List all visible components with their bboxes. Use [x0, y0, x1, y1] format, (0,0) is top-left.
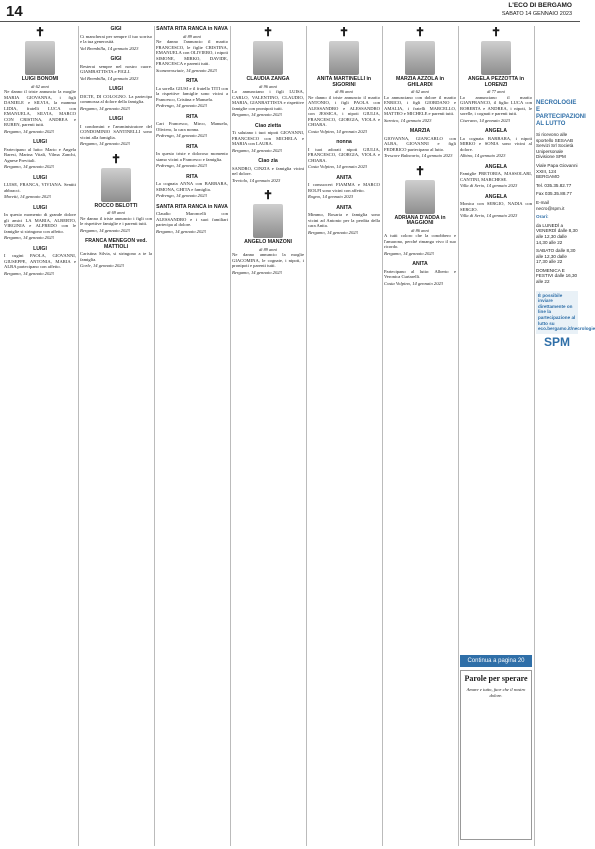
notice-place-date: Val Brembilla, 14 gennaio 2023 — [80, 45, 139, 51]
cross-icon: ✝ — [414, 163, 426, 178]
notice-text: SANDRO, CINZIA e famiglia vicini nel dolore. — [232, 165, 304, 176]
cross-icon: ✝ — [262, 25, 274, 39]
obituary-column-7 — [460, 26, 532, 666]
obituary-notice — [232, 26, 304, 118]
deceased-age: di 89 anni — [183, 33, 201, 39]
obituary-notice — [80, 87, 152, 111]
deceased-age: di 69 anni — [107, 210, 125, 215]
obituary-notice — [460, 165, 532, 189]
obituary-notice — [156, 175, 228, 199]
notice-text: Ne danno il triste annuncio la moglie MARIA GIOVANNA, i figli DANIELE e SILVIA, la mamma LIDIA, fratelli LUCA con EMANUELA, SILVIA, MARCO CON CRISTINA, ANDREA e RUBEN, parenti tutti. — [4, 89, 76, 127]
obituary-notice — [308, 140, 380, 170]
notice-text: I condomini e l'amministratore del CONDOMINIO SANTINELLI sono vicini alla famiglia. — [80, 123, 152, 140]
notice-place-date: Moretti, 14 gennaio 2023 — [4, 194, 51, 199]
obituary-notice — [156, 205, 228, 235]
deceased-name: ANGELA — [485, 193, 507, 200]
obituary-notice — [460, 129, 532, 159]
notice-text: I cugini PAOLA, GIOVANNI, GIUSEPPE, ANTONIA, MARIA e ALBA partecipano con affetto. — [4, 253, 76, 269]
words-text: Amare e tutto, fuor che il nostro dolore. — [466, 687, 526, 698]
cross-icon: ✝ — [262, 188, 274, 202]
notice-text: GIOVANNA, GIANCARLO con ALBA, GIOVANNI e figli FEDERICO partecipano al lutto. — [384, 135, 456, 152]
deceased-name: LUIGI — [33, 139, 47, 145]
notice-place-date: Pedrengo, 14 gennaio 2023 — [156, 193, 207, 198]
sidebar-hours-saturday: SABATO dalle 8,30 alle 12,30 dalle 17,30 alle 22 — [536, 248, 576, 265]
obituary-notice — [80, 27, 152, 51]
obituary-notice — [460, 26, 532, 123]
cross-icon: ✝ — [34, 25, 46, 39]
sidebar-address: Viale Papa Giovanni XXIII, 124 BERGAMO — [536, 162, 578, 180]
notice-text: I tuoi adorati nipoti GIULIA, FRANCESCO, GIORGIA, VIOLA e CHIARA. — [308, 146, 380, 163]
notice-place-date: Bergamo, 14 gennaio 2023 — [232, 269, 282, 275]
masthead — [502, 2, 572, 18]
notice-place-date: Bergamo, 14 gennaio 2023 — [232, 147, 282, 153]
portrait-photo — [481, 41, 511, 75]
notice-text: Ti salutano i tuoi nipoti GIOVANNI, FRANCESCO con MICHELA e MARIA con LAURA. — [232, 130, 304, 146]
column-divider — [534, 26, 535, 846]
portrait-photo — [101, 168, 131, 202]
obituary-notice — [4, 206, 76, 241]
deceased-name: ADRIANA D'ADDA in MAGGIONI — [394, 214, 446, 226]
notice-text: Caristina Silvia, si stringono a te la famiglia. — [80, 251, 152, 262]
obituary-notice — [80, 117, 152, 147]
notice-text: I consuoceri FIAMMA e MARCO ROLFI sono vicini con affetto. — [308, 182, 380, 193]
online-text: È possibile inviare direttamente on line la partecipazione al lutto su eco.bergamo.it/necrologie — [538, 292, 595, 332]
notice-place-date: Bergamo, 14 gennaio 2023 — [384, 250, 434, 256]
notice-text: Cari Francesco, Mirco, Manuela, Oliviero, la cara nonna. — [156, 121, 228, 132]
notice-text: Claudio Maroncelli con ALESSANDRO e i suoi familiari partecipa al dolore. — [156, 211, 228, 227]
words-box — [460, 670, 532, 840]
obituary-notice — [308, 206, 380, 236]
deceased-name: nonna — [336, 139, 352, 145]
deceased-name: ANITA — [336, 204, 352, 211]
obituary-notice — [80, 153, 152, 234]
issue-date: SABATO 14 GENNAIO 2023 — [501, 11, 572, 17]
deceased-name: ANGELO MANZONI — [244, 239, 292, 245]
deceased-name: MARZIA — [409, 128, 431, 134]
notice-place-date: Ciserano, 14 gennaio 2023 — [460, 117, 511, 123]
notice-text: A tutti coloro che la conobbero e l'amarono, perché rimanga vivo il suo ricordo. — [384, 233, 456, 249]
notice-text: Ci mancherai per sempre il tuo sorriso e la tua generosità. — [80, 33, 152, 44]
column-divider — [382, 26, 383, 846]
notice-place-date: Pedrengo, 14 gennaio 2023 — [156, 163, 207, 168]
page-header — [0, 0, 580, 22]
notice-place-date: Bergamo, 14 gennaio 2023 — [156, 228, 206, 234]
cross-icon: ✝ — [338, 25, 350, 39]
obituary-column-2 — [80, 26, 152, 846]
obituary-notice — [384, 129, 456, 159]
deceased-name: ANGELA — [485, 163, 507, 170]
notice-place-date: Bergamo, 14 gennaio 2023 — [4, 270, 54, 276]
notice-text: Ne danno il triste annuncio il marito ANTONIO, i figli PAOLA con ALESSANDRO e ALESSANDRO con JESSICA, i nipoti GIULIA, FRANCESCO, GIORGIA, VIOLA e CHIARA. — [308, 94, 380, 127]
notice-place-date: Val Brembilla, 14 gennaio 2023 — [80, 75, 139, 81]
sidebar-title: NECROLOGIE E PARTECIPAZIONI AL LUTTO — [536, 100, 586, 127]
deceased-name: ANITA — [412, 261, 428, 267]
notice-text: Famiglie PRETORIA, MASSOLARI, CANTINI, MARCHESE. — [460, 171, 532, 182]
obituary-column-4 — [232, 26, 304, 846]
notice-place-date: Scanzorosciate, 14 gennaio 2023 — [156, 67, 217, 73]
deceased-age: di 86 anni — [335, 89, 353, 94]
sidebar-phone: Tel. 035.35.82.77 — [536, 182, 572, 188]
notice-text: La cognata BARBARA, i nipoti MIRKO e SONIA sono vicini al dolore. — [460, 135, 532, 152]
deceased-name: LUIGI — [33, 204, 47, 211]
obituary-notice — [232, 159, 304, 183]
column-divider — [154, 26, 155, 846]
deceased-name: LUIGI BONOMI — [21, 76, 59, 82]
deceased-name: ROCCO BELOTTI — [94, 202, 138, 209]
deceased-age: di 62 anni — [411, 89, 429, 94]
notice-place-date: Villa di Serio, 14 gennaio 2023 — [460, 213, 518, 218]
notice-place-date: Bergamo, 14 gennaio 2023 — [80, 105, 130, 111]
notice-place-date: Rogno, 14 gennaio 2023 — [308, 194, 354, 199]
notice-text: Ne danno il triste annuncio i figli con le rispettive famiglie e i parenti tutti. — [80, 215, 152, 226]
notice-place-date: Sarnico, 14 gennaio 2023 — [384, 117, 432, 123]
notice-place-date: Trescore Balneario, 14 gennaio 2023 — [384, 153, 453, 158]
cross-icon: ✝ — [110, 151, 122, 166]
page-number: 14 — [6, 3, 23, 20]
portrait-photo — [405, 41, 435, 75]
obituary-notice — [4, 140, 76, 170]
spm-logo: SPM — [543, 334, 570, 349]
obituary-column-3 — [156, 26, 228, 846]
deceased-name: MARZIA AZZOLA in GHILARDI — [395, 76, 445, 88]
column-divider — [78, 26, 79, 846]
deceased-name: LUIGI — [109, 116, 123, 122]
notice-text: Lo annunciano con dolore il marito ENRICO, i figli GIORDANO e AMALIA, i fratelli MARCELLO, MATTEO e MICHELE e parenti tutti. — [384, 94, 456, 116]
obituary-notice — [232, 124, 304, 154]
obituary-column-6 — [384, 26, 456, 846]
deceased-age: di 77 anni — [487, 89, 505, 94]
obituary-notice — [384, 165, 456, 257]
deceased-age: di 96 anni — [259, 83, 277, 89]
notice-text: Lo annunciano i figli LUISA, CARLO, VALENTINO, CLAUDIO, MARIA, GIANBATTISTA e rispettive famiglie con pronipoti tutti. — [232, 89, 304, 111]
notice-place-date: Treviolo, 14 gennaio 2023 — [232, 177, 281, 183]
deceased-name: SANTA RITA RANCA in NAVA — [156, 203, 228, 210]
notice-text: Partecipano al lutto: Alberto e Veronica Curtarelli. — [384, 268, 456, 279]
obituary-notice — [4, 176, 76, 200]
sidebar-hours-weekday: da LUNEDÌ a VENERDÌ dalle 8,30 alle 12,30 dalle 14,30 alle 22 — [536, 222, 578, 245]
notice-place-date: Bergamo, 14 gennaio 2023 — [80, 227, 130, 233]
notice-text: Monica con SERGIO, NADIA con SERGIO. — [460, 201, 532, 212]
notice-text: Ne danno annuncio la moglie GIACOMINA, le cognate, i nipoti, i pronipoti e parenti tutti. — [232, 252, 304, 268]
notice-place-date: Gorle, 14 gennaio 2023 — [80, 263, 124, 268]
portrait-photo — [405, 180, 435, 214]
deceased-name: GIGI — [110, 56, 122, 62]
notice-place-date: Costa Volpino, 14 gennaio 2023 — [308, 164, 368, 169]
notice-text: In questo momento di grande dolore gli amici LA MARIA, ALBERTO, VIRGINIA e ALFREDO con le famiglie si stringono con affetto. — [4, 212, 76, 234]
continue-banner: Continua a pagina 20 — [460, 655, 532, 667]
notice-text: Ne danno l'annuncio il marito FRANCESCO, le figlie CRISTINA, EMANUELA con OLIVIERO, i nipoti SIMONE, MIRKO, DAVIDE, FRANCESCA e parenti tutti. — [156, 39, 228, 66]
deceased-name: ANGELA PEZZOTTA in LORENZI — [468, 76, 524, 88]
sidebar-fax: Fax 035.35.88.77 — [536, 191, 572, 197]
notice-text: Lo annunciano il marito GIANFRANCO, il figlio LUCA con ROBERTA e ANDREA, i nipoti, le sorelle, i cognati e parenti tutti. — [460, 94, 532, 116]
notice-text: In questo triste e doloroso momento siamo vicini a Francesco e famiglia. — [156, 151, 228, 162]
obituary-notice — [308, 26, 380, 134]
notice-place-date: Bergamo, 14 gennaio 2023 — [232, 112, 282, 117]
obituary-notice — [80, 239, 152, 269]
deceased-name: ANITA — [336, 174, 352, 181]
deceased-name: SANTA RITA RANCA in NAVA — [156, 26, 228, 32]
column-divider — [458, 26, 459, 846]
deceased-name: RITA — [186, 78, 198, 84]
obituary-notice — [156, 145, 228, 169]
obituary-notice — [384, 26, 456, 123]
notice-text: Resterai sempre nel nostro cuore. GIAMBATTISTA e FIGLI. — [80, 63, 152, 74]
deceased-name: CLAUDIA ZANGA — [246, 76, 290, 82]
cross-icon: ✝ — [414, 25, 426, 39]
deceased-name: GIGI — [110, 26, 122, 32]
deceased-name: RITA — [186, 173, 198, 180]
column-divider — [230, 26, 231, 846]
notice-place-date: Costa Volpino, 14 gennaio 2023 — [384, 280, 444, 286]
notice-text: La cognata ANNA con BARBARA, SIMONA, GHITA e famiglia. — [156, 181, 228, 192]
notice-place-date: Bergamo, 14 gennaio 2023 — [4, 128, 54, 134]
sidebar-hours-title: Orari: — [536, 214, 549, 220]
notice-place-date: Villa di Serio, 14 gennaio 2023 — [460, 183, 518, 188]
notice-text: DICTE, DI COLOGNO. La partecipa commossa al dolore della famiglia. — [80, 93, 152, 104]
deceased-name: RITA — [186, 143, 198, 150]
sidebar-email[interactable]: E-mail necro@spm.it — [536, 199, 565, 211]
deceased-name: ANITA MARTINELLI in SIGORINI — [316, 76, 372, 88]
notice-text: La sorella GIUSI e il fratello TITI con la rispettive famiglie sono vicini a Francesco, Cristina e Manuela. — [156, 85, 228, 102]
obituary-notice — [156, 115, 228, 139]
notice-place-date: Bergamo, 14 gennaio 2023 — [80, 141, 130, 146]
deceased-name: FRANCA MENEGON ved. MATTIOLI — [85, 238, 147, 250]
cross-icon: ✝ — [490, 25, 502, 39]
notice-text: Mimmo, Rosaria e famiglia sono vicini ad Antonio per la perdita della cara Anita. — [308, 212, 380, 228]
deceased-name: LUIGI — [33, 245, 47, 252]
deceased-age: di 62 anni — [31, 83, 49, 89]
notice-place-date: Albino, 14 gennaio 2023 — [460, 153, 506, 158]
paper-name: L'ECO DI BERGAMO — [508, 2, 572, 9]
obituary-notice — [156, 27, 228, 73]
deceased-age: di 86 anni — [411, 227, 429, 233]
notice-text: Partecipano al lutto: Mario e Angela Baresi, Marina Vitali, Vilma Zanchi, Agnese Previtali. — [4, 146, 76, 163]
obituary-notice — [80, 57, 152, 81]
obituary-notice — [232, 189, 304, 275]
notice-text: LUISE, FRANCA, VIVIANA. Sentiti abbracci. — [4, 182, 76, 193]
sidebar-contact: Si ricevono alle sportello SESAAB Servizi Srl Società Unipersonale Divisione SPM — [536, 132, 574, 160]
notice-place-date: Pedrengo, 14 gennaio 2023 — [156, 103, 207, 108]
obituary-column-5 — [308, 26, 380, 846]
portrait-photo — [253, 204, 283, 238]
deceased-name: LUIGI — [33, 174, 47, 181]
deceased-name: LUIGI — [109, 86, 123, 92]
deceased-age: di 89 anni — [259, 246, 277, 252]
sidebar — [536, 100, 595, 349]
sidebar-hours-sunday: DOMENICA E FESTIVI dalle 16,30 alle 22 — [536, 267, 578, 285]
notice-place-date: Bergamo, 14 gennaio 2023 — [4, 235, 54, 240]
deceased-name: ANGELA — [485, 128, 507, 134]
notice-place-date: Costa Volpino, 14 gennaio 2023 — [308, 128, 368, 134]
portrait-photo — [329, 41, 359, 75]
obituary-notice — [4, 247, 76, 277]
notice-place-date: Bergamo, 14 gennaio 2023 — [308, 229, 358, 235]
notice-place-date: Pedrengo, 14 gennaio 2023 — [156, 133, 207, 138]
deceased-name: Ciao zietta — [255, 122, 281, 129]
online-box[interactable] — [536, 291, 595, 334]
deceased-name: Ciao zia — [258, 158, 278, 164]
obituary-notice — [4, 26, 76, 134]
obituary-notice — [308, 176, 380, 200]
obituary-notice — [156, 79, 228, 109]
obituary-column-1 — [4, 26, 76, 846]
obituary-notice — [460, 195, 532, 219]
words-title: Parole per sperare — [464, 674, 528, 683]
deceased-name: RITA — [186, 113, 198, 120]
notice-place-date: Bergamo, 14 gennaio 2023 — [4, 164, 54, 169]
portrait-photo — [25, 41, 55, 75]
obituary-notice — [384, 262, 456, 286]
column-divider — [306, 26, 307, 846]
portrait-photo — [253, 41, 283, 75]
